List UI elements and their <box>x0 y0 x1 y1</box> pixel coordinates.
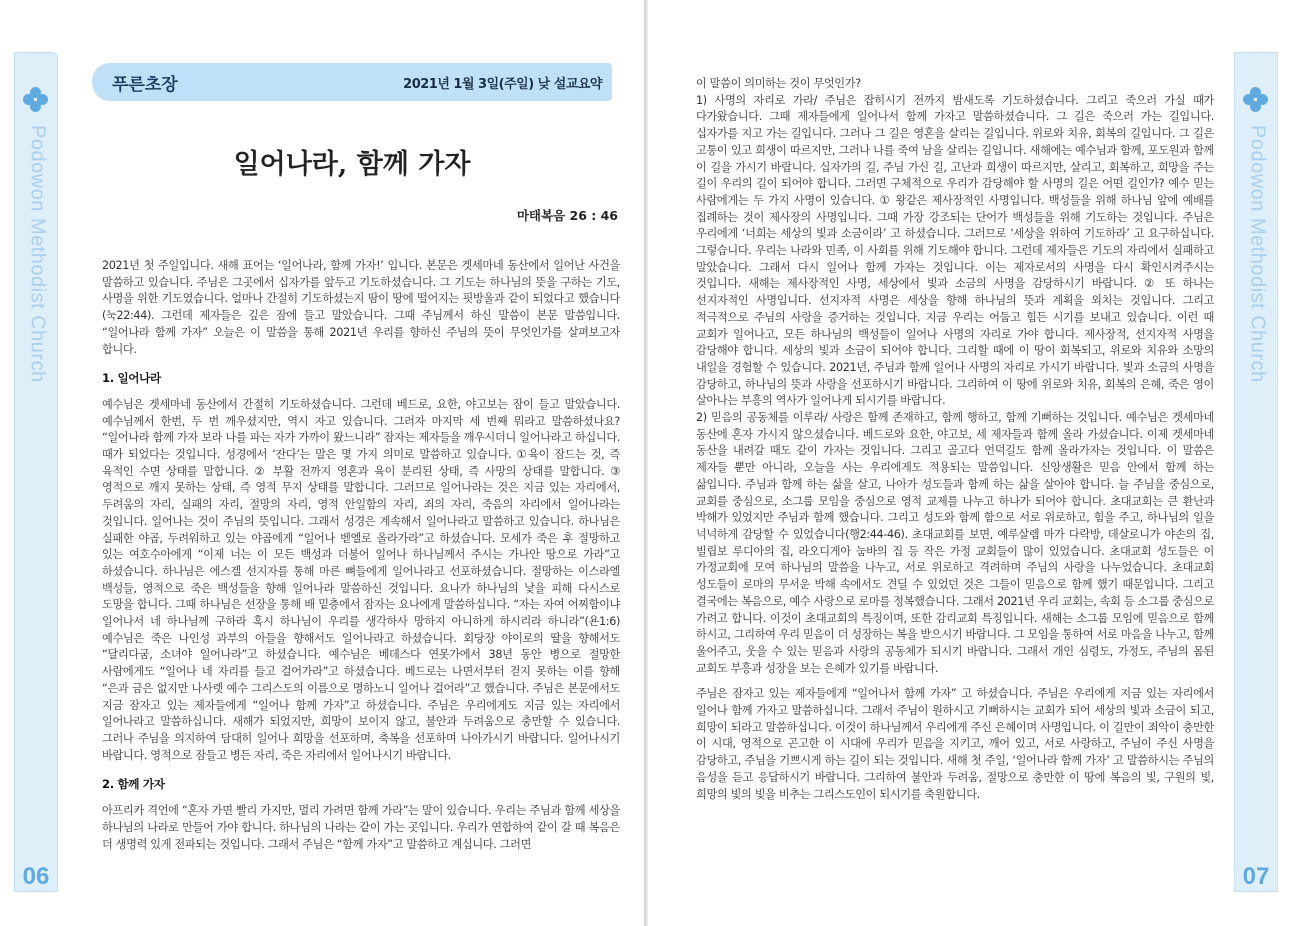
right-body-text <box>696 76 1214 803</box>
left-side-tab <box>14 52 58 892</box>
scripture-reference: 마태복음 26 : 46 <box>516 208 618 223</box>
right-paragraph-1: 이 말씀이 의미하는 것이 무엇인가? <box>696 77 861 90</box>
page-number: 06 <box>22 863 50 890</box>
right-paragraph-4: 주님은 잠자고 있는 제자들에게 “일어나서 함께 가자” 고 하셨습니다. 주님은 우리에게 지금 있는 자리에서 일어나 함께 가자고 말씀하십니다. 그래서 주님이 원하시고 기뻐하시는 교회가 되어 세상의 빛과 소금이 되고, 희망이 되라고 말씀하십니다. 이것이 하나님께서 우리에게 주신 은혜이며 사명입니다. 이 길만이 죄악이 충만한 이 시대, 영적으로 곤고한 이 시대에 우리가 믿음을 지키고, 깨어 있고, 서로 사랑하고, 주님이 주신 사명을 감당하고, 주님을 기쁘시게 하는 길이 되는 것입니다. 새해 첫 주일, ‘일어나라 함께 가자’ 고 말씀하시는 주님의 음성을 듣고 응답하시기 바랍니다. 그리하여 불안과 두려움, 절망으로 충만한 이 땅에 복음의 빛, 구원의 빛, 희망의 빛의 빛을 비추는 그리스도인이 되시기를 축원합니다. <box>696 687 1214 801</box>
section-1-heading: 1. 일어나라 <box>102 371 161 386</box>
right-paragraph-2: 1) 사명의 자리로 가라/ 주님은 잡히시기 전까지 밤새도록 기도하셨습니다. 그리고 죽으러 가실 때가 다가왔습니다. 그때 제자들에게 일어나서 함께 가자고 말씀하셨습니다. 그 길은 죽으러 가는 길입니다. 십자가를 지고 가는 길입니다. 그러나 그 길은 영혼을 살리는 길입니다. 위로와 치유, 회복의 길입니다. 그 길은 고통이 있고 희생이 따르지만, 그러나 나를 죽여 남을 살리는 길입니다. 새해에는 예수님과 함께, 포도원과 함께 이 길을 가시기 바랍니다. 십자가의 길, 주님 가신 길, 고난과 희생이 따르지만, 살리고, 회복하고, 희망을 주는 길이 우리의 길이 되어야 합니다. 그러면 구체적으로 우리가 감당해야 할 사명의 길은 어떤 길인가? 예수 믿는 사람에게는 두 가지 사명이 있습니다. ① 왕같은 제사장적인 사명입니다. 백성들을 위해 하나님 앞에 예배를 집례하는 것이 제사장의 사명입니다. 그때 가장 강조되는 단어가 백성들을 위해 기도하는 것입니다. 주님은 우리에게 ‘너희는 세상의 빛과 소금이라’ 고 하셨습니다. 그러므로 ‘세상을 위하여 기도하라’ 고 요구하십니다. 그렇습니다. 우리는 나라와 민족, 이 사회를 위해 기도해야 합니다. 그런데 제자들은 기도의 자리에서 실패하고 말았습니다. 그래서 다시 일어나 함께 가자는 것입니다. 이는 제자로서의 사명을 다시 확인시켜주시는 것입니다. 새해는 제사장적인 사명, 세상에서 빛과 소금의 사명을 감당하시기 바랍니다. ② 또 하나는 선지자적인 사명입니다. 선지자적 사명은 세상을 향해 하나님의 뜻과 계획을 외치는 것입니다. 그리고 적극적으로 주님의 사랑을 증거하는 것입니다. 지금 우리는 어둡고 힘든 시기를 보내고 있습니다. 이런 때 교회가 일어나고, 모든 하나님의 백성들이 일어나 사명의 자리로 가야 합니다. 제사장적, 선지자적 사명을 감당해야 합니다. 세상의 빛과 소금이 되어야 합니다. 그리할 때에 이 땅이 회복되고, 위로와 치유와 소망의 내일을 경험할 수 있습니다. 2021년, 주님과 함께 일어나 사명의 자리로 가시기 바랍니다. 빛과 소금의 사명을 감당하고, 하나님의 뜻과 사랑을 선포하시기 바랍니다. 그리하여 이 땅에 위로와 치유, 회복의 은혜, 죽은 영이 살아나는 부흥의 역사가 일어나게 되시기를 바랍니다. <box>696 93 1214 408</box>
church-name-vertical: Podowon Methodist Church <box>26 125 49 383</box>
left-page <box>0 0 644 926</box>
section-2-heading: 2. 함께 가자 <box>102 777 165 792</box>
right-paragraph-3: 2) 믿음의 공동체를 이루라/ 사랑은 함께 존재하고, 함께 행하고, 함께 기뻐하는 것입니다. 예수님은 겟세마네 동산에 혼자 가시지 않으셨습니다. 베드로와 요한, 야고보, 세 제자들과 함께 올라 가셨습니다. 이제 겟세마네 동산을 내려갈 때도 같이 가자는 것입니다. 그리고 골고다 언덕길도 함께 올라가자는 것입니다. 이 말씀은 제자들 뿐만 아니라, 오늘을 사는 우리에게도 적용되는 말씀입니다. 신앙생활은 믿음 안에서 함께 하는 삶입니다. 주님과 함께 하는 삶을 살고, 나아가 성도들과 함께 하는 삶을 살아야 합니다. 늘 주님을 중심으로, 교회를 중심으로, 소그룹 모임을 중심으로 영적 교제를 나누고 하나가 되어야 합니다. 초대교회는 큰 환난과 박해가 있었지만 주님과 함께 했습니다. 그리고 성도와 함께 함으로 서로 위로하고, 힘을 주고, 하나님의 일을 넉넉하게 감당할 수 있었습니다(행2:44-46). 초대교회를 보면, 예루살렘 마가 다락방, 데살로니가 야손의 집, 빌립보 루디아의 집, 라오디게아 눔바의 집 등 작은 가정 교회들이 많이 있었습니다. 초대교회 성도들은 이 가정교회에 모여 하나님의 말씀을 나누고, 서로 위로하고 격려하며 주님의 사랑을 나누었습니다. 초대교회 성도들이 로마의 무서운 박해 속에서도 견딜 수 있었던 것은 그들이 믿음으로 함께 했기 때문입니다. 그리고 결국에는 복음으로, 예수 사랑으로 로마를 정복했습니다. 그래서 2021년 우리 교회는, 속회 등 소그룹 중심으로 가려고 합니다. 이것이 초대교회의 특징이며, 또한 감리교회 특징입니다. 새해는 소그룹 모임에 믿음으로 함께 하시고, 그리하여 우리 믿음이 더 성장하는 복을 받으시기 바랍니다. 그 모임을 통하여 서로 마음을 나누고, 함께 울어주고, 웃을 수 있는 믿음과 사랑의 공동체가 되시기 바랍니다. 그래서 개인 심령도, 가정도, 주님의 몸된 교회도 부흥과 성장을 보는 은혜가 있기를 바랍니다. <box>696 411 1214 675</box>
intro-paragraph: 2021년 첫 주일입니다. 새해 표어는 ‘일어나라, 함께 가자!’ 입니다. 본문은 겟세마네 동산에서 일어난 사건을 말씀하고 있습니다. 주님은 그곳에서 십자가를 앞두고 기도하셨습니다. 그 기도는 하나님의 뜻을 구하는 기도, 사명을 위한 기도였습니다. 얼마나 간절히 기도하셨는지 땀이 땅에 떨어지는 핏방울과 같이 되었다고 했습니다(눅22:44). 그런데 제자들은 깊은 잠에 들고 말았습니다. 그때 주님께서 하신 말씀이 본문 말씀입니다. “일어나라 함께 가자” 오늘은 이 말씀을 통해 2021년 우리를 향하신 주님의 뜻이 무엇인가를 살펴보고자 합니다. <box>102 259 620 356</box>
church-name-vertical: Podowon Methodist Church <box>1246 125 1269 383</box>
section-2-paragraph: 아프리카 격언에 “혼자 가면 빨리 가지만, 멀리 가려면 함께 가라”는 말이 있습니다. 우리는 주님과 함께 세상을 하나님의 나라로 만들어 가야 합니다. 하나님의 나라는 같이 가는 곳입니다. 우리가 연합하여 같이 갈 때 복음은 더 생명력 있게 전파되는 것입니다. 그래서 주님은 “함께 가자”고 말씀하고 계십니다. 그러면 <box>102 804 620 851</box>
left-body-text <box>102 258 620 853</box>
right-side-tab <box>1234 52 1278 892</box>
column-name: 푸른초장 <box>112 74 178 95</box>
sermon-title: 일어나라, 함께 가자 <box>233 149 471 180</box>
sermon-date: 2021년 1월 3일(주일) 낮 설교요약 <box>403 76 602 92</box>
page-number: 07 <box>1242 863 1270 890</box>
section-1-paragraph: 예수님은 겟세마네 동산에서 간절히 기도하셨습니다. 그런데 베드로, 요한, 야고보는 잠이 들고 말았습니다. 예수님께서 한번, 두 번 깨우셨지만, 역시 자고 있습니다. 그러자 마지막 세 번째 뭐라고 말씀하셨나요? “일어나라 함께 가자 보라 나를 파는 자가 가까이 왔느니라” 잠자는 제자들을 깨우시더니 일어나라고 하십니다. 때가 되었다는 것입니다. 성경에서 ‘잔다’는 말은 몇 가지 의미로 말씀하고 있습니다. ①육이 잠드는 것, 즉 육적인 수면 상태를 말합니다. ② 부활 전까지 영혼과 육이 분리된 상태, 즉 사망의 상태를 말합니다. ③ 영적으로 깨지 못하는 상태, 즉 영적 무지 상태를 말합니다. 그러므로 일어나라는 것은 지금 있는 자리에서, 두려움의 자리, 실패의 자리, 절망의 자리, 영적 안일함의 자리, 죄의 자리, 죽음의 자리에서 일어나라는 것입니다. 일어나는 것이 주님의 뜻입니다. 그래서 성경은 계속해서 일어나라고 말씀하고 있습니다. 하나님은 실패한 야곱, 두려워하고 있는 야곱에게 “일어나 벧엘로 올라가라”고 하셨습니다. 모세가 죽은 후 절망하고 있는 여호수아에게 “이제 너는 이 모든 백성과 더불어 일어나 하나님께서 주시는 가나안 땅으로 가라”고 하셨습니다. 하나님은 에스겔 선지자를 통해 마른 뼈들에게 일어나라고 선포하셨습니다. 절망하는 이스라엘 백성들, 영적으로 죽은 백성들을 향해 일어나라 말씀하신 것입니다. 요나가 하나님의 낯을 피해 다시스로 도망을 합니다. 그때 하나님은 선장을 통해 배 밑층에서 잠자는 요나에게 말씀하십니다. “자는 자여 어찌함이냐 일어나서 네 하나님께 구하라 혹시 하나님이 우리를 생각하사 망하지 아니하게 하시리라 하니라”(욘1:6) 예수님은 죽은 나인성 과부의 아들을 향해서도 일어나라고 하셨습니다. 회당장 야이로의 딸을 향해서도 “달리다굼, 소녀야 일어나라”고 하셨습니다. 예수님은 베데스다 연못가에서 38년 동안 병으로 절망한 사람에게도 “일어나 네 자리를 들고 걸어가라”고 하셨습니다. 베드로는 나면서부터 걷지 못하는 이를 향해 “은과 금은 없지만 나사렛 예수 그리스도의 이름으로 명하노니 일어나 걸어라”고 했습니다. 주님은 본문에서도 지금 잠자고 있는 제자들에게 “일어나 함께 가자”고 하셨습니다. 주님은 우리에게도 지금 있는 자리에서 일어나라고 말씀하십니다. 새해가 되었지만, 희망이 보이지 않고, 불안과 두려움으로 충만할 수 있습니다. 그러나 주님을 의지하여 담대히 일어나 희망을 선포하며, 축복을 선포하며 나아가시기 바랍니다. 일어나시기 바랍니다. 영적으로 잠들고 병든 자리, 죽은 자리에서 일어나시기 바랍니다. <box>102 397 620 762</box>
cross-icon <box>23 87 49 113</box>
paragraph-gap <box>696 677 1214 686</box>
cross-icon <box>1243 87 1269 113</box>
column-banner <box>92 63 612 101</box>
